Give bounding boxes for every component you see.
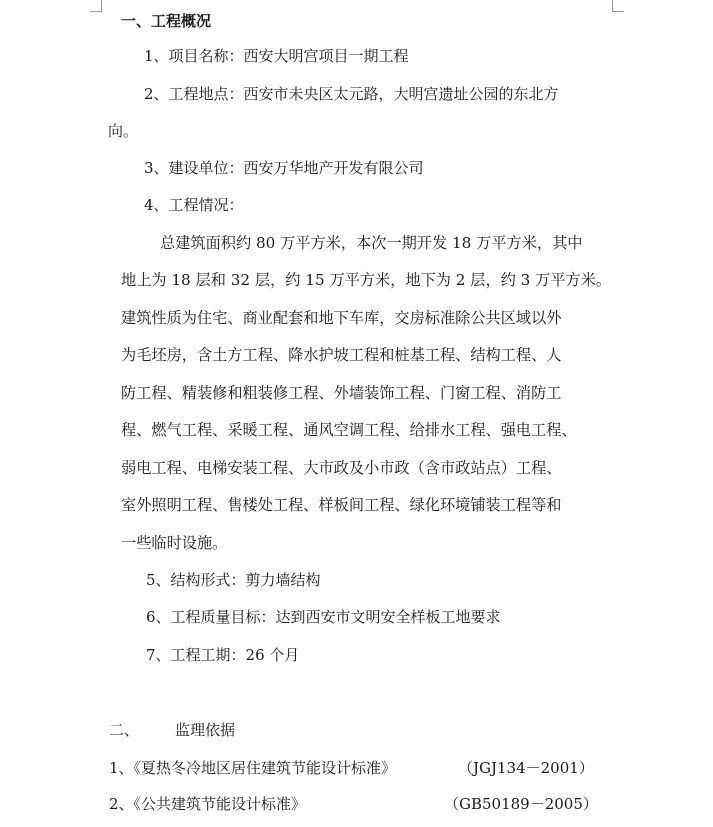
body-line-6: 程、燃气工程、采暖工程、通风空调工程、给排水工程、强电工程、 [121,421,577,439]
reference-2-code: （GB50189－2005） [444,795,598,813]
item-quality-goal: 6、工程质量目标：达到西安市文明安全样板工地要求 [146,608,501,626]
section-2-heading-num: 二、 [109,721,140,739]
body-line-2: 地上为 18 层和 32 层，约 15 万平方米，地下为 2 层，约 3 万平方米。 [121,271,612,289]
body-line-4: 为毛坯房，含土方工程、降水护坡工程和桩基工程、结构工程、人 [121,346,562,364]
section-2-heading: 监理依据 [175,721,236,739]
page-corner-mark-left [90,0,102,12]
item-project-location: 2、工程地点：西安市未央区太元路，大明宫遗址公园的东北方 [144,85,559,103]
reference-1-code: （JGJ134－2001） [458,759,594,777]
body-line-3: 建筑性质为住宅、商业配套和地下车库，交房标准除公共区域以外 [121,309,562,327]
body-line-5: 防工程、精装修和粗装修工程、外墙装饰工程、门窗工程、消防工 [121,384,562,402]
item-duration: 7、工程工期：26 个月 [146,646,300,664]
page-corner-mark-right [612,0,624,12]
item-structure-type: 5、结构形式：剪力墙结构 [146,571,321,589]
reference-1-title: 1、《夏热冬冷地区居住建筑节能设计标准》 [109,759,397,777]
reference-2-title: 2、《公共建筑节能设计标准》 [109,795,307,813]
item-project-location-cont: 向。 [108,122,139,140]
section-1-heading: 一、工程概况 [121,12,212,30]
body-line-7: 弱电工程、电梯安装工程、大市政及小市政（含市政站点）工程、 [121,459,562,477]
body-line-1: 总建筑面积约 80 万平方米，本次一期开发 18 万平方米，其中 [160,234,583,252]
item-construction-unit: 3、建设单位：西安万华地产开发有限公司 [144,159,424,177]
body-line-9: 一些临时设施。 [121,534,228,552]
item-project-name: 1、项目名称：西安大明宫项目一期工程 [144,47,409,65]
body-line-8: 室外照明工程、售楼处工程、样板间工程、绿化环境铺装工程等和 [121,496,562,514]
item-project-status: 4、工程情况： [144,196,244,214]
